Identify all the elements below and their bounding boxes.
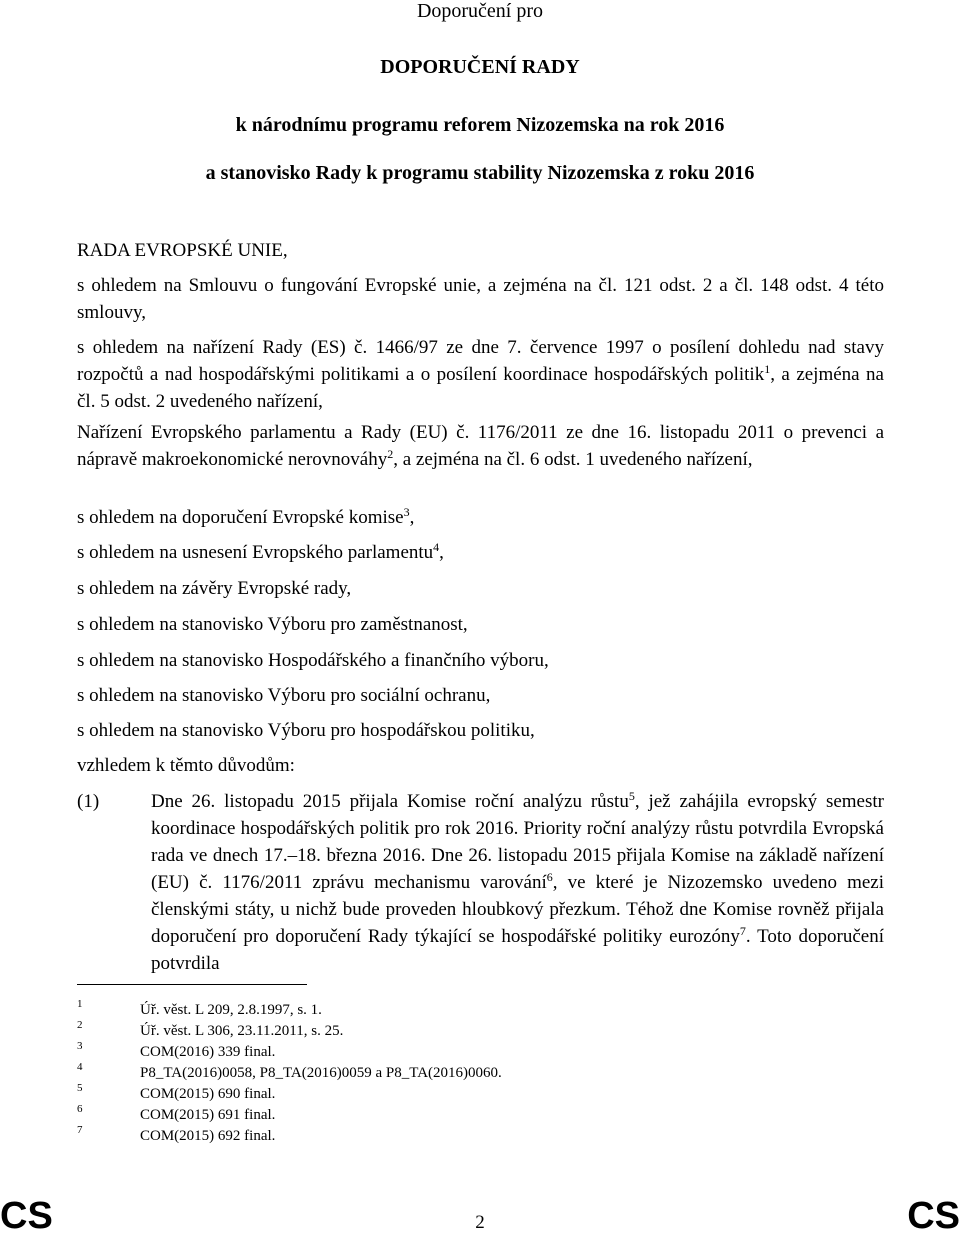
footnote-ref: 1	[764, 362, 771, 376]
citation-text: , a zejména na čl. 6 odst. 1 uvedeného nařízení,	[393, 449, 753, 470]
document-type-label: Doporučení pro	[416, 0, 544, 22]
recital-1	[77, 788, 884, 977]
language-code-right: CS	[907, 1195, 960, 1237]
footnote-number: 5	[77, 1082, 83, 1094]
footnote-text: COM(2015) 691 final.	[140, 1107, 276, 1123]
footnote-number: 3	[77, 1040, 83, 1052]
citation-text: Nařízení Evropského parlamentu a Rady (EU) č. 1176/2011 ze dne 16. listopadu 2011 o prevenci a nápravě makroekonomické nerovnováhy	[77, 422, 884, 470]
citation-parliament-resolution	[77, 539, 884, 566]
whereas-heading: vzhledem k těmto důvodům:	[77, 755, 295, 776]
citation-text: s ohledem na doporučení Evropské komise	[77, 507, 404, 528]
footnote-ref: 6	[546, 870, 553, 884]
recital-text	[151, 788, 884, 977]
citation-text: s ohledem na usnesení Evropského parlamentu	[77, 542, 434, 563]
footnote-ref: 4	[433, 540, 440, 554]
footnote-text: P8_TA(2016)0058, P8_TA(2016)0059 a P8_TA(2016)0060.	[140, 1065, 502, 1081]
document-subtitle-stability-programme: a stanovisko Rady k programu stability Nizozemska z roku 2016	[205, 162, 755, 184]
citation-treaty: s ohledem na Smlouvu o fungování Evropské unie, a zejména na čl. 121 odst. 2 a čl. 148 odst. 4 této smlouvy,	[77, 275, 884, 323]
recital-number: (1)	[77, 791, 100, 812]
recital-text-part: , jež zahájila evropský semestr koordinace hospodářských politik pro rok 2016. Priority roční analýzy růstu potvrdila Evropská rada ve dnech 17.–18. března 2016. Dne 26. listopadu 2015 přijala Komise na základě nařízení (EU) č. 1176/2011 zprávu mechanismu varování	[151, 791, 884, 893]
citation-commission-recommendation	[77, 504, 884, 531]
citation-text: ,	[409, 507, 415, 528]
footnote-number: 7	[77, 1124, 83, 1136]
footnote-text: COM(2015) 690 final.	[140, 1086, 276, 1102]
footnote-text: Úř. věst. L 209, 2.8.1997, s. 1.	[140, 1002, 322, 1018]
citation-text: ,	[439, 542, 444, 563]
document-subtitle-reform-programme: k národnímu programu reforem Nizozemska na rok 2016	[235, 114, 725, 136]
footnote-number: 1	[77, 998, 83, 1010]
recital-text-part: . Toto doporučení potvrdila	[151, 926, 884, 974]
footnote-ref: 5	[628, 789, 635, 803]
citation-social-protection-committee: s ohledem na stanovisko Výboru pro sociální ochranu,	[77, 685, 491, 706]
citation-economic-financial-committee: s ohledem na stanovisko Hospodářského a finančního výboru,	[77, 650, 549, 671]
citation-text: s ohledem na nařízení Rady (ES) č. 1466/97 ze dne 7. července 1997 o posílení dohledu nad stavy rozpočtů a nad hospodářskými politikami a o posílení koordinace hospodářských politik	[77, 337, 884, 385]
footnote-ref: 2	[387, 447, 394, 461]
language-code-left: CS	[0, 1195, 53, 1237]
footnote-number: 2	[77, 1019, 83, 1031]
footnote-number: 4	[77, 1061, 83, 1073]
footnote-ref: 7	[739, 924, 746, 938]
footnote-number: 6	[77, 1103, 83, 1115]
citation-regulation-1176-2011	[77, 419, 884, 473]
citation-economic-policy-committee: s ohledem na stanovisko Výboru pro hospodářskou politiku,	[77, 720, 535, 741]
citation-regulation-1466-97	[77, 334, 884, 415]
footnote-separator	[77, 984, 307, 985]
council-heading: RADA EVROPSKÉ UNIE,	[77, 240, 288, 261]
document-title: DOPORUČENÍ RADY	[380, 56, 580, 78]
footnote-text: COM(2015) 692 final.	[140, 1128, 276, 1144]
citation-european-council: s ohledem na závěry Evropské rady,	[77, 578, 352, 599]
footnote-text: Úř. věst. L 306, 23.11.2011, s. 25.	[140, 1023, 344, 1039]
citation-text: , a zejména na čl. 5 odst. 2 uvedeného nařízení,	[77, 364, 884, 412]
recital-text-part: , ve které je Nizozemsko uvedeno mezi členskými státy, u nichž bude proveden hloubkový přezkum. Téhož dne Komise rovněž přijala doporučení pro doporučení Rady týkající se hospodářské politiky eurozóny	[151, 872, 884, 947]
footnote-ref: 3	[403, 505, 410, 519]
page-number: 2	[475, 1212, 485, 1233]
recital-text-part: Dne 26. listopadu 2015 přijala Komise roční analýzu růstu	[151, 791, 629, 812]
footnote-text: COM(2016) 339 final.	[140, 1044, 276, 1060]
citation-employment-committee: s ohledem na stanovisko Výboru pro zaměstnanost,	[77, 614, 468, 635]
